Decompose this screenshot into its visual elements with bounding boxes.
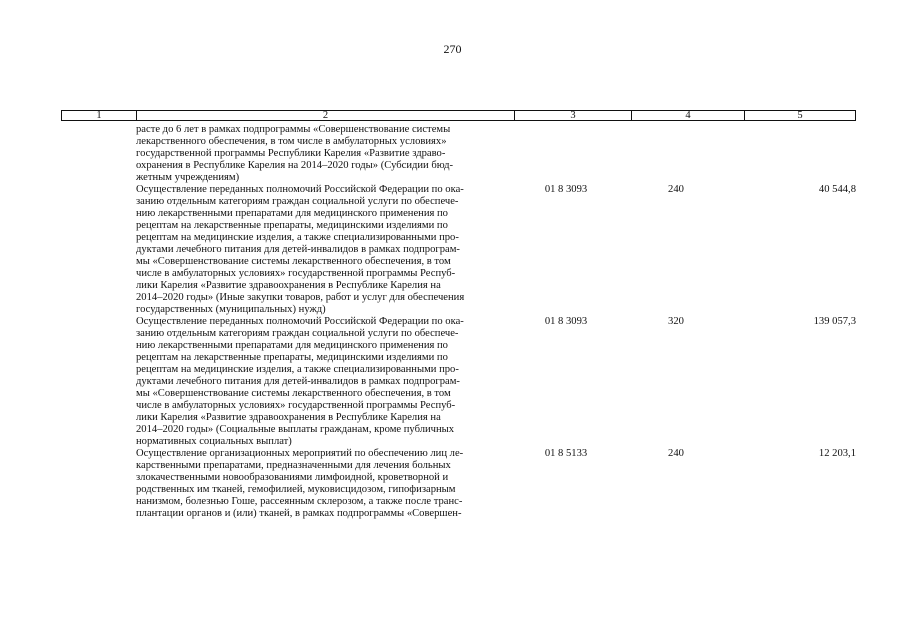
row-expense-type: 320 bbox=[668, 316, 684, 327]
table-body bbox=[136, 124, 856, 520]
description-line: рецептам на лекарственные препараты, медицинскими изделиями по bbox=[136, 352, 448, 363]
table-row bbox=[136, 184, 856, 316]
description-line: государственной программы Республики Карелия «Развитие здраво- bbox=[136, 148, 446, 159]
description-line: карственными препаратами, предназначенными для лечения больных bbox=[136, 460, 451, 471]
description-line: рецептам на лекарственные препараты, медицинскими изделиями по bbox=[136, 220, 448, 231]
row-amount: 139 057,3 bbox=[813, 316, 856, 327]
header-col-4: 4 bbox=[632, 111, 745, 120]
description-line: рецептам на медицинские изделия, а также специализированными про- bbox=[136, 364, 459, 375]
row-code: 01 8 3093 bbox=[544, 184, 588, 195]
header-col-5: 5 bbox=[797, 110, 803, 121]
description-line: нормативных социальных выплат) bbox=[136, 436, 292, 447]
header-col-1: 1 bbox=[62, 111, 137, 120]
row-description bbox=[136, 316, 511, 448]
description-line: мы «Совершенствование системы лекарственного обеспечения, в том bbox=[136, 388, 451, 399]
description-line: расте до 6 лет в рамках подпрограммы «Совершенствование системы bbox=[136, 124, 451, 135]
table-row bbox=[136, 316, 856, 448]
description-line: лики Карелия «Развитие здравоохранения в Республике Карелия на bbox=[136, 280, 441, 291]
description-line: Осуществление организационных мероприятий по обеспечению лиц ле- bbox=[136, 448, 464, 459]
description-line: плантации органов и (или) тканей, в рамках подпрограммы «Совершен- bbox=[136, 508, 462, 519]
description-line: занию отдельным категориям граждан социальной услуги по обеспече- bbox=[136, 196, 459, 207]
description-line: 2014–2020 годы» (Социальные выплаты гражданам, кроме публичных bbox=[136, 424, 455, 435]
header-col-3: 3 bbox=[515, 111, 632, 120]
description-line: числе в амбулаторных условиях» государственной программы Респуб- bbox=[136, 400, 456, 411]
table-header bbox=[61, 110, 856, 121]
description-line: государственных (муниципальных) нужд) bbox=[136, 304, 326, 315]
table-row bbox=[136, 124, 856, 184]
description-line: занию отдельным категориям граждан социальной услуги по обеспече- bbox=[136, 328, 459, 339]
description-line: дуктами лечебного питания для детей-инвалидов в рамках подпрограм- bbox=[136, 244, 460, 255]
row-expense-type: 240 bbox=[668, 448, 684, 459]
description-line: Осуществление переданных полномочий Российской Федерации по ока- bbox=[136, 184, 464, 195]
row-code: 01 8 3093 bbox=[544, 316, 588, 327]
description-line: нию лекарственными препаратами для медицинского применения по bbox=[136, 208, 448, 219]
description-line: Осуществление переданных полномочий Российской Федерации по ока- bbox=[136, 316, 464, 327]
description-line: дуктами лечебного питания для детей-инвалидов в рамках подпрограм- bbox=[136, 376, 460, 387]
description-line: лекарственного обеспечения, в том числе в амбулаторных условиях» bbox=[136, 136, 447, 147]
description-line: 2014–2020 годы» (Иные закупки товаров, работ и услуг для обеспечения bbox=[136, 292, 465, 303]
description-line: рецептам на медицинские изделия, а также специализированными про- bbox=[136, 232, 459, 243]
row-expense-type: 240 bbox=[668, 184, 684, 195]
header-col-2: 2 bbox=[137, 111, 515, 120]
description-line: жетным учреждениям) bbox=[136, 172, 240, 183]
row-description bbox=[136, 448, 511, 520]
row-description bbox=[136, 184, 511, 316]
description-line: нанизмом, болезнью Гоше, рассеянным склерозом, а также после транс- bbox=[136, 496, 463, 507]
row-code: 01 8 5133 bbox=[544, 448, 588, 459]
description-line: охранения в Республике Карелия на 2014–2020 годы» (Субсидии бюд- bbox=[136, 160, 454, 171]
description-line: нию лекарственными препаратами для медицинского применения по bbox=[136, 340, 448, 351]
description-line: мы «Совершенствование системы лекарственного обеспечения, в том bbox=[136, 256, 451, 267]
row-description bbox=[136, 124, 511, 184]
description-line: родственных им тканей, гемофилией, муковисцидозом, гипофизарным bbox=[136, 484, 456, 495]
description-line: лики Карелия «Развитие здравоохранения в Республике Карелия на bbox=[136, 412, 441, 423]
description-line: злокачественными новообразованиями лимфоидной, кроветворной и bbox=[136, 472, 449, 483]
description-line: числе в амбулаторных условиях» государственной программы Респуб- bbox=[136, 268, 456, 279]
page-number: 270 bbox=[443, 42, 462, 56]
row-amount: 40 544,8 bbox=[818, 184, 856, 195]
row-amount: 12 203,1 bbox=[818, 448, 856, 459]
table-row bbox=[136, 448, 856, 520]
